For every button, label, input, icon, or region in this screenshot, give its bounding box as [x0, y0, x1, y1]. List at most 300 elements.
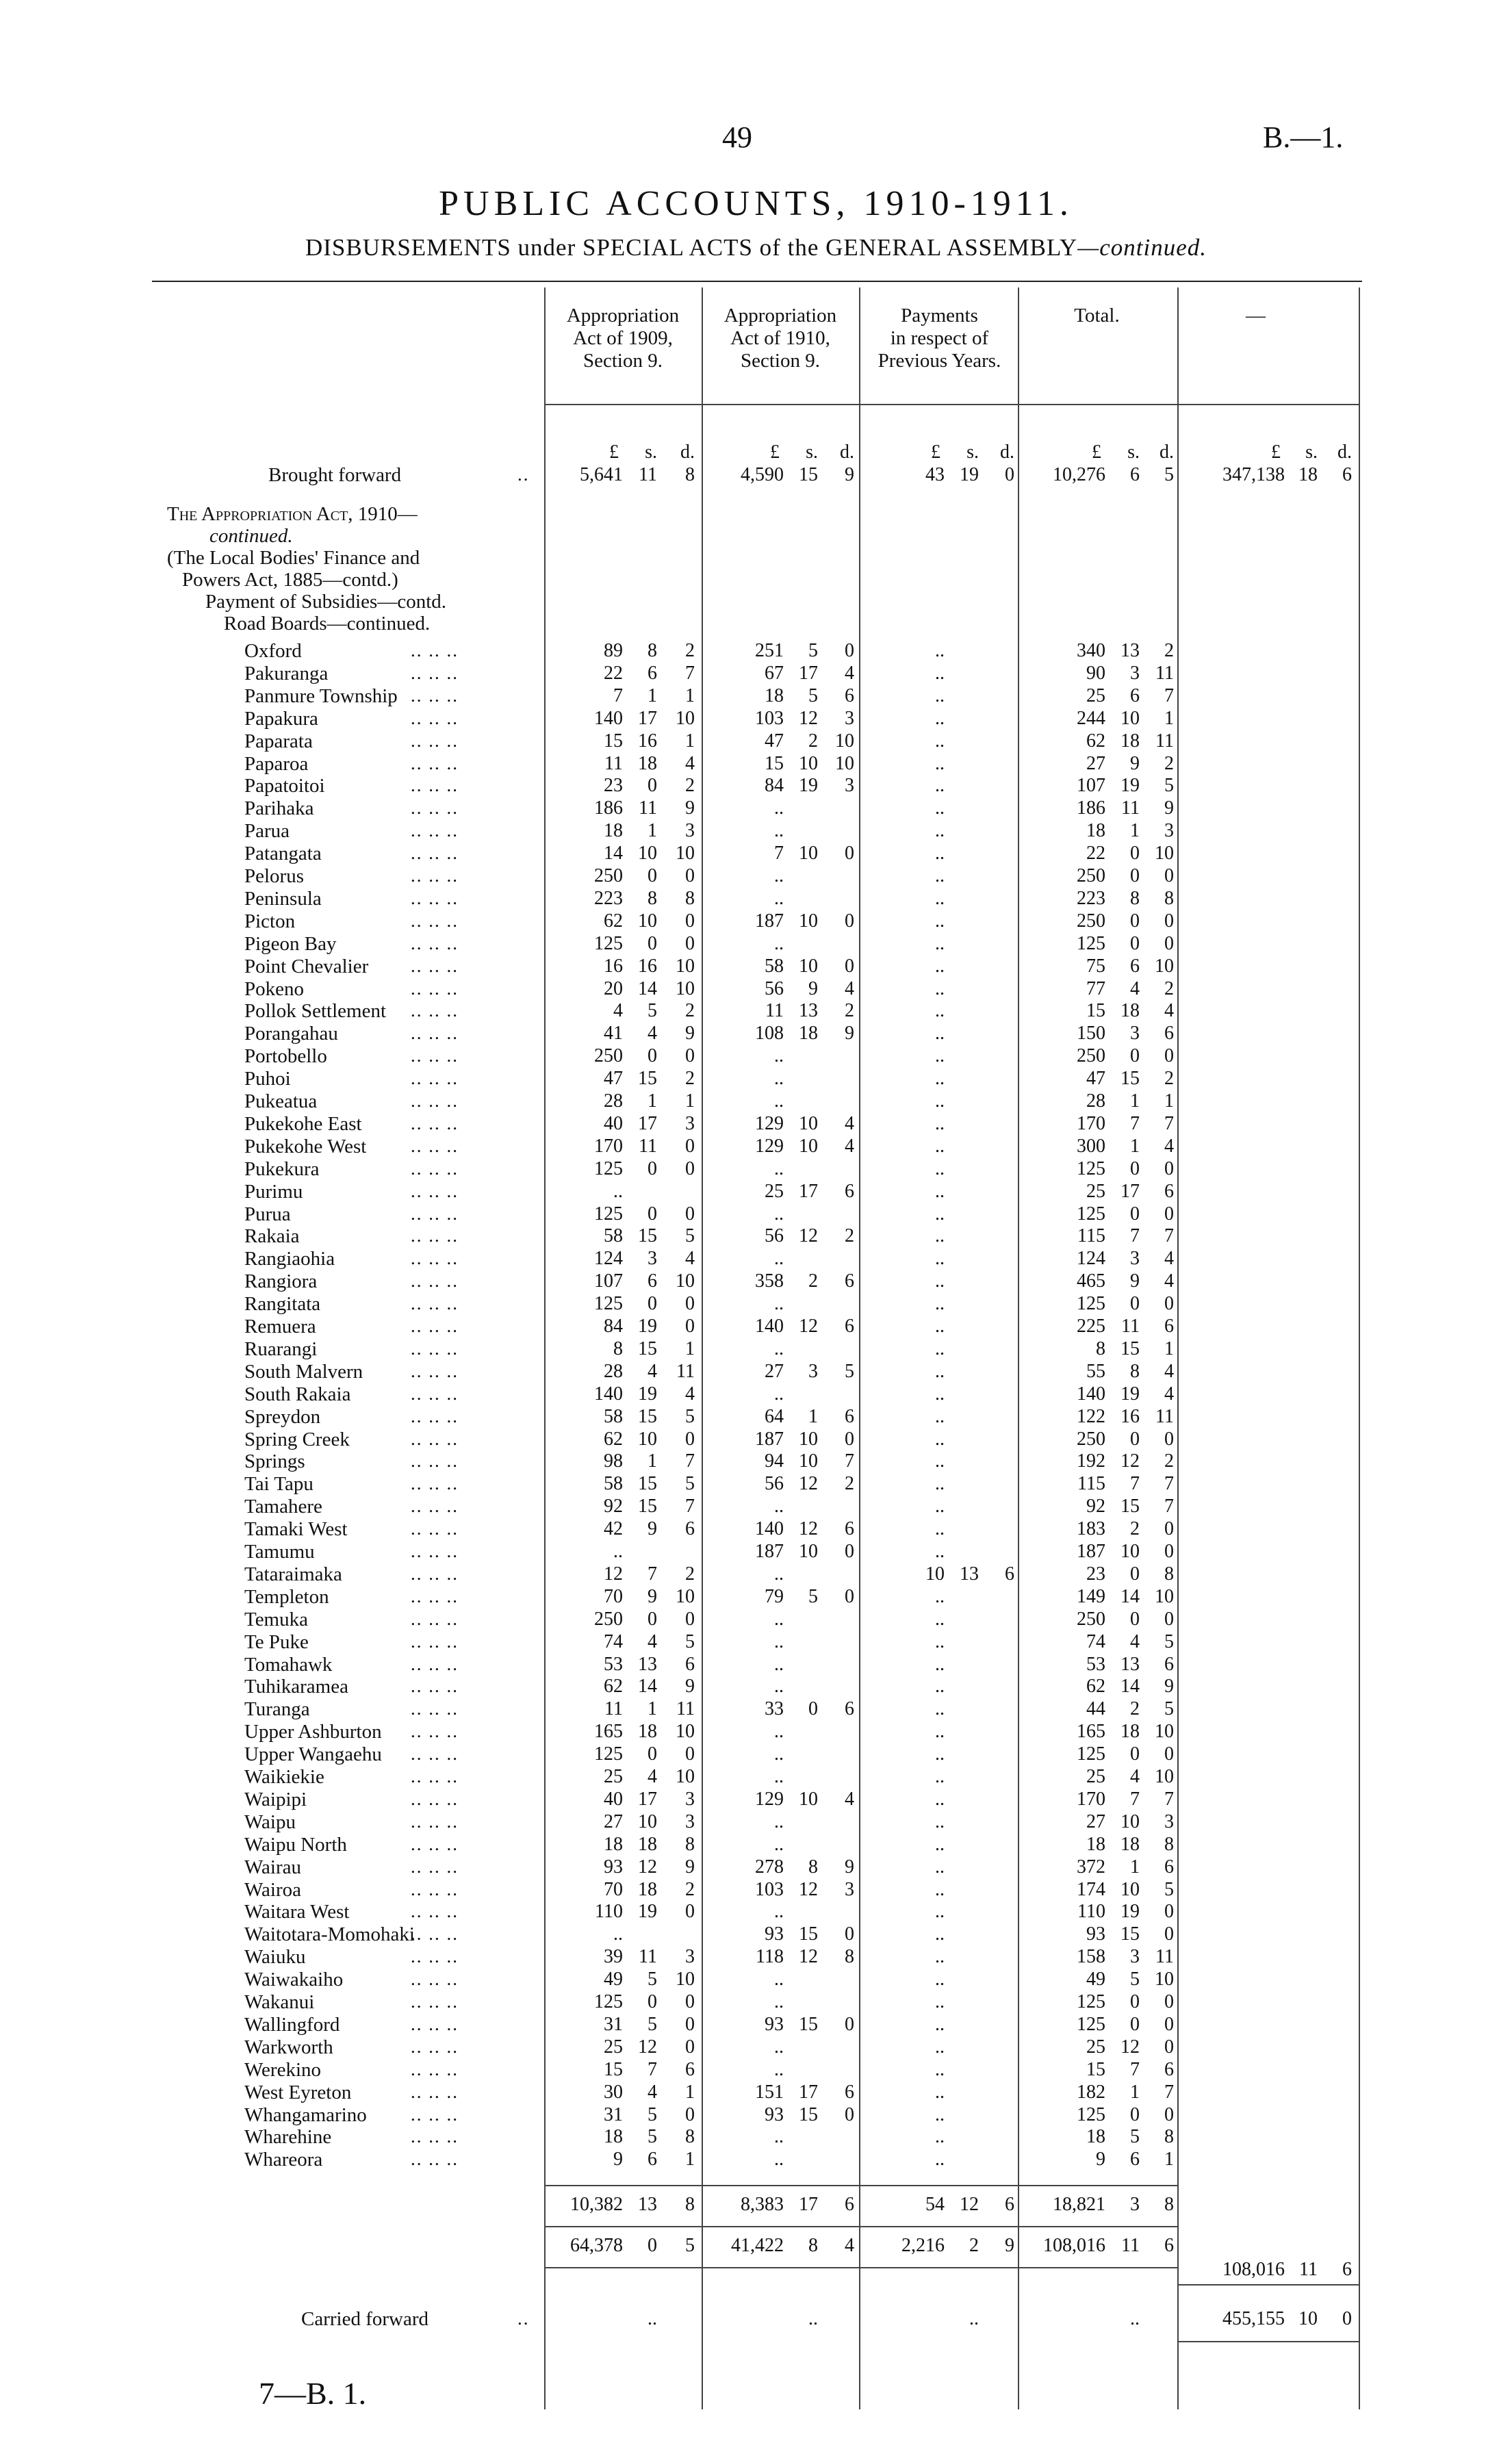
row-c1-shillings: 15 — [638, 1068, 657, 1089]
row-c1-pounds: 25 — [604, 2036, 623, 2058]
row-c4-shillings: 2 — [1130, 1518, 1140, 1539]
row-c1-pounds: 140 — [594, 708, 623, 729]
row-c4-pence: 7 — [1164, 1473, 1174, 1494]
row-c4-shillings: 0 — [1130, 843, 1140, 864]
row-c1-pounds: 4 — [613, 1000, 623, 1021]
row-c3-pounds: .. — [935, 1316, 945, 1337]
row-c2-pence: 4 — [845, 1136, 854, 1157]
road-board-name: Waikiekie — [244, 1766, 324, 1788]
row-c2-pounds: .. — [774, 1158, 784, 1179]
row-c2-pounds: 7 — [774, 843, 784, 864]
row-c1-shillings: 15 — [638, 1406, 657, 1427]
row-c2-pence: 2 — [845, 1473, 854, 1494]
row-c2-pounds: 79 — [765, 1586, 784, 1607]
road-board-name: Remuera — [244, 1316, 316, 1337]
row-c4-pence: 7 — [1164, 2082, 1174, 2103]
total-rule — [544, 2185, 1177, 2186]
row-c4-pounds: 25 — [1086, 685, 1105, 706]
row-c4-pounds: 47 — [1086, 1068, 1105, 1089]
column-head-line: Section 9. — [583, 350, 663, 372]
unit-pound: £ — [770, 441, 780, 463]
unit-shilling: s. — [1305, 441, 1318, 463]
section-heading: Powers Act, 1885—contd.) — [182, 569, 398, 591]
row-c4-shillings: 0 — [1130, 1045, 1140, 1066]
row-c3-pounds: .. — [935, 1991, 945, 2012]
row-c3-pence: 6 — [1005, 1563, 1014, 1585]
row-c2-pounds: 11 — [765, 1000, 784, 1021]
row-c4-pounds: 300 — [1077, 1136, 1105, 1157]
leader-dots: .. .. .. — [411, 1181, 459, 1201]
row-c1-pounds: 18 — [604, 2126, 623, 2147]
row-c4-pence: 7 — [1164, 1225, 1174, 1246]
row-c4-pence: 6 — [1164, 2059, 1174, 2080]
row-c4-pence: 10 — [1155, 1721, 1174, 1742]
row-c4-shillings: 0 — [1130, 910, 1140, 932]
row-c1-pounds: 11 — [604, 753, 623, 774]
carried-forward-c3: .. — [969, 2308, 979, 2329]
row-c2-pence: 10 — [835, 730, 854, 752]
row-c4-shillings: 10 — [1120, 1541, 1140, 1562]
leader-dots: .. — [517, 464, 530, 485]
row-c1-pounds: 39 — [604, 1946, 623, 1967]
leader-dots: .. .. .. — [411, 1789, 459, 1809]
leader-dots: .. .. .. — [411, 1946, 459, 1967]
row-c1-pence: 3 — [685, 1789, 695, 1810]
column-head-line: Appropriation — [723, 305, 837, 327]
row-c3-pounds: .. — [935, 2126, 945, 2147]
row-c4-pence: 10 — [1155, 956, 1174, 977]
row-c4-shillings: 0 — [1130, 1203, 1140, 1225]
row-c3-pounds: .. — [935, 1293, 945, 1314]
row-c4-shillings: 3 — [1130, 1946, 1140, 1967]
road-board-name: Whangamarino — [244, 2104, 367, 2126]
row-c4-pounds: 244 — [1077, 708, 1105, 729]
row-c4-shillings: 3 — [1130, 1023, 1140, 1044]
row-c1-pounds: 40 — [604, 1113, 623, 1134]
row-c1-shillings: 11 — [639, 1946, 657, 1967]
row-c1-pence: 9 — [685, 1023, 695, 1044]
row-c3-pounds: .. — [935, 1946, 945, 1967]
row-c1-pounds: 42 — [604, 1518, 623, 1539]
row-c4-pounds: 49 — [1086, 1969, 1105, 1990]
carried-forward-c2: .. — [808, 2308, 818, 2329]
row-c2-shillings: 8 — [808, 1856, 818, 1878]
leader-dots: .. .. .. — [411, 2126, 459, 2147]
road-board-name: Te Puke — [244, 1631, 309, 1653]
row-c1-shillings: 5 — [648, 1000, 657, 1021]
row-c2-pounds: 118 — [756, 1946, 784, 1967]
road-board-name: Pollok Settlement — [244, 1000, 387, 1022]
row-c1-shillings: 10 — [638, 843, 657, 864]
row-c1-pence: 0 — [685, 2036, 695, 2058]
row-c4-shillings: 15 — [1120, 1923, 1140, 1945]
row-c2-pence: 2 — [845, 1000, 854, 1021]
row-c3-pounds: .. — [935, 1158, 945, 1179]
row-c1-pounds: 140 — [594, 1383, 623, 1405]
subtotal-c4-pence: 8 — [1164, 2194, 1174, 2215]
page-title: PUBLIC ACCOUNTS, 1910-1911. — [439, 184, 1073, 223]
leader-dots: .. .. .. — [411, 1834, 459, 1854]
row-c2-pence: 0 — [845, 956, 854, 977]
row-c2-pounds: .. — [774, 888, 784, 909]
row-c2-pounds: .. — [774, 2036, 784, 2058]
row-c4-shillings: 15 — [1120, 1338, 1140, 1359]
unit-pence: d. — [1159, 441, 1174, 463]
row-c1-pence: 8 — [685, 1834, 695, 1855]
row-c1-pence: 0 — [685, 865, 695, 886]
row-c1-pounds: .. — [613, 1541, 623, 1562]
row-c1-shillings: 6 — [648, 663, 657, 684]
row-c2-shillings: 10 — [799, 956, 818, 977]
row-c4-shillings: 1 — [1130, 1090, 1140, 1112]
row-c1-pounds: 125 — [594, 1743, 623, 1765]
subtotal-c4-shillings: 3 — [1130, 2194, 1140, 2215]
row-c2-shillings: 10 — [799, 1136, 818, 1157]
row-c1-pounds: 49 — [604, 1969, 623, 1990]
subtotal-c1-shillings: 13 — [638, 2194, 657, 2215]
row-c1-pence: 11 — [676, 1361, 695, 1382]
road-board-name: Turanga — [244, 1698, 310, 1720]
leader-dots: .. — [517, 2308, 530, 2329]
row-c3-pounds: .. — [935, 775, 945, 796]
row-c1-pounds: 25 — [604, 1766, 623, 1787]
row-c1-pounds: 125 — [594, 1203, 623, 1225]
row-c4-pounds: 122 — [1077, 1406, 1105, 1427]
row-c4-shillings: 19 — [1120, 1383, 1140, 1405]
road-board-name: Oxford — [244, 640, 302, 662]
road-board-name: Pokeno — [244, 978, 304, 1000]
row-c1-shillings: 16 — [638, 730, 657, 752]
row-c2-shillings: 10 — [799, 1450, 818, 1472]
row-c1-pence: 3 — [685, 1946, 695, 1967]
row-c2-pounds: .. — [774, 1068, 784, 1089]
row-c3-pounds: .. — [935, 1090, 945, 1112]
row-c1-shillings: 15 — [638, 1338, 657, 1359]
row-c2-shillings: 15 — [799, 2014, 818, 2035]
column-head-line: Total. — [1074, 305, 1120, 327]
row-c3-pounds: .. — [935, 1248, 945, 1269]
row-c3-pounds: .. — [935, 843, 945, 864]
leader-dots: .. .. .. — [411, 820, 459, 841]
row-c2-pounds: .. — [774, 1834, 784, 1855]
row-c1-shillings: 12 — [638, 2036, 657, 2058]
row-c4-shillings: 6 — [1130, 956, 1140, 977]
row-c2-pounds: .. — [774, 2059, 784, 2080]
row-c2-pounds: 64 — [765, 1406, 784, 1427]
leader-dots: .. .. .. — [411, 1316, 459, 1336]
row-c4-shillings: 0 — [1130, 1563, 1140, 1585]
cumulative-c1-pence: 5 — [685, 2235, 695, 2256]
unit-pound: £ — [609, 441, 619, 463]
row-c4-pounds: 107 — [1077, 775, 1105, 796]
section-heading: (The Local Bodies' Finance and — [167, 547, 420, 569]
row-c2-pounds: 278 — [755, 1856, 784, 1878]
row-c4-pounds: 125 — [1077, 1743, 1105, 1765]
row-c3-pounds: .. — [935, 910, 945, 932]
row-c3-pounds: .. — [935, 1361, 945, 1382]
row-c1-pence: 1 — [685, 1338, 695, 1359]
row-c3-pounds: .. — [935, 1338, 945, 1359]
road-board-name: Warkworth — [244, 2036, 333, 2058]
row-c2-shillings: 10 — [799, 1429, 818, 1450]
row-c4-pence: 11 — [1155, 1406, 1174, 1427]
road-board-name: Spreydon — [244, 1406, 321, 1428]
row-c4-pounds: 223 — [1077, 888, 1105, 909]
leader-dots: .. .. .. — [411, 1609, 459, 1629]
row-c4-pounds: 62 — [1086, 730, 1105, 752]
row-c4-pounds: 25 — [1086, 1181, 1105, 1202]
row-c1-pounds: 15 — [604, 730, 623, 752]
row-c3-pounds: .. — [935, 1068, 945, 1089]
row-c2-pounds: 84 — [765, 775, 784, 796]
row-c1-shillings: 5 — [648, 2104, 657, 2125]
road-board-name: Tataraimaka — [244, 1563, 342, 1585]
row-c1-pounds: 47 — [604, 1068, 623, 1089]
row-c3-pounds: .. — [935, 1743, 945, 1765]
row-c4-shillings: 18 — [1120, 1000, 1140, 1021]
row-c4-pounds: 15 — [1086, 2059, 1105, 2080]
leader-dots: .. .. .. — [411, 910, 459, 931]
row-c4-shillings: 12 — [1120, 1450, 1140, 1472]
row-c4-pounds: 170 — [1077, 1113, 1105, 1134]
row-c1-pence: 0 — [685, 1158, 695, 1179]
row-c4-shillings: 10 — [1120, 1811, 1140, 1832]
row-c4-pounds: 74 — [1086, 1631, 1105, 1652]
row-c1-pence: 0 — [685, 933, 695, 954]
row-c1-pence: 2 — [685, 775, 695, 796]
brought-forward-c5-shillings: 18 — [1298, 464, 1318, 485]
row-c2-pence: 0 — [845, 910, 854, 932]
row-c3-pounds: .. — [935, 1518, 945, 1539]
row-c2-pounds: .. — [774, 1609, 784, 1630]
cumulative-c1-shillings: 0 — [648, 2235, 657, 2256]
row-c2-shillings: 5 — [808, 640, 818, 661]
subtotal-c2-pence: 6 — [845, 2194, 854, 2215]
row-c1-shillings: 12 — [638, 1856, 657, 1878]
cumulative-c4-pounds: 108,016 — [1043, 2235, 1105, 2256]
row-c1-pence: 1 — [685, 2149, 695, 2170]
row-c1-shillings: 18 — [638, 753, 657, 774]
carried-forward-c5-shillings: 10 — [1298, 2308, 1318, 2329]
row-c4-pounds: 75 — [1086, 956, 1105, 977]
row-c4-shillings: 3 — [1130, 663, 1140, 684]
road-board-name: Picton — [244, 910, 296, 932]
row-c1-pounds: 28 — [604, 1090, 623, 1112]
subtotal-c2-shillings: 17 — [799, 2194, 818, 2215]
road-board-name: Tuhikaramea — [244, 1676, 348, 1698]
leader-dots: .. .. .. — [411, 843, 459, 863]
row-c4-pence: 0 — [1164, 1293, 1174, 1314]
row-c2-shillings: 10 — [799, 1789, 818, 1810]
row-c4-shillings: 2 — [1130, 1698, 1140, 1719]
leader-dots: .. .. .. — [411, 1068, 459, 1088]
row-c4-pounds: 115 — [1077, 1473, 1105, 1494]
unit-shilling: s. — [645, 441, 657, 463]
row-c2-pence: 4 — [845, 1113, 854, 1134]
row-c1-pence: 4 — [685, 753, 695, 774]
row-c3-pounds: .. — [935, 1766, 945, 1787]
row-c3-pounds: .. — [935, 1676, 945, 1697]
row-c4-pence: 8 — [1164, 1834, 1174, 1855]
row-c4-pounds: 372 — [1077, 1856, 1105, 1878]
row-c2-shillings: 12 — [799, 708, 818, 729]
row-c2-shillings: 9 — [808, 978, 818, 999]
cumulative-c3-shillings: 2 — [969, 2235, 979, 2256]
road-board-name: Rangitata — [244, 1293, 321, 1315]
row-c2-pounds: .. — [774, 2126, 784, 2147]
row-c1-pounds: 70 — [604, 1879, 623, 1900]
row-c1-pence: 0 — [685, 1743, 695, 1765]
subtotal-c1-pounds: 10,382 — [570, 2194, 623, 2215]
row-c4-pence: 1 — [1164, 1338, 1174, 1359]
row-c1-shillings: 10 — [638, 910, 657, 932]
row-c1-pounds: 62 — [604, 1429, 623, 1450]
cumulative-c1-pounds: 64,378 — [570, 2235, 623, 2256]
row-c3-pounds: .. — [935, 1654, 945, 1675]
row-c4-pounds: 18 — [1086, 1834, 1105, 1855]
row-c4-pence: 2 — [1164, 1068, 1174, 1089]
row-c2-pounds: 187 — [755, 1541, 784, 1562]
row-c2-pence: 4 — [845, 663, 854, 684]
row-c4-pounds: 158 — [1077, 1946, 1105, 1967]
row-c2-pounds: 103 — [755, 1879, 784, 1900]
row-c2-pence: 9 — [845, 1023, 854, 1044]
row-c3-pounds: .. — [935, 1811, 945, 1832]
road-board-name: West Eyreton — [244, 2082, 352, 2103]
row-c1-pence: 0 — [685, 2104, 695, 2125]
row-c2-pence: 6 — [845, 685, 854, 706]
row-c4-pence: 2 — [1164, 753, 1174, 774]
row-c1-shillings: 19 — [638, 1901, 657, 1922]
row-c2-shillings: 1 — [808, 1406, 818, 1427]
row-c3-pounds: .. — [935, 1609, 945, 1630]
unit-shilling: s. — [806, 441, 818, 463]
row-c3-pounds: .. — [935, 1969, 945, 1990]
row-c4-pounds: 18 — [1086, 820, 1105, 841]
row-c4-pounds: 192 — [1077, 1450, 1105, 1472]
road-board-name: Waitotara-Momohaki — [244, 1923, 415, 1945]
row-c1-shillings: 0 — [648, 1609, 657, 1630]
row-c4-pounds: 149 — [1077, 1586, 1105, 1607]
row-c2-pounds: .. — [774, 865, 784, 886]
row-c4-pence: 6 — [1164, 1654, 1174, 1675]
row-c1-pence: 7 — [685, 1496, 695, 1517]
row-c1-shillings: 6 — [648, 2149, 657, 2170]
row-c2-shillings: 0 — [808, 1698, 818, 1719]
road-board-name: Papakura — [244, 708, 318, 730]
brought-forward-c1-shillings: 11 — [639, 464, 657, 485]
row-c1-pounds: 53 — [604, 1654, 623, 1675]
row-c1-pounds: 58 — [604, 1225, 623, 1246]
row-c4-shillings: 1 — [1130, 1136, 1140, 1157]
subtitle-main: DISBURSEMENTS under SPECIAL ACTS of the GENERAL ASSEMBLY — [305, 234, 1078, 261]
row-c1-shillings: 8 — [648, 888, 657, 909]
leader-dots: .. .. .. — [411, 1743, 459, 1764]
row-c1-pounds: 58 — [604, 1406, 623, 1427]
row-c1-shillings: 4 — [648, 1361, 657, 1382]
row-c2-pence: 0 — [845, 2014, 854, 2035]
road-board-name: Rangiaohia — [244, 1248, 335, 1270]
leader-dots: .. .. .. — [411, 1766, 459, 1787]
row-c3-pounds: .. — [935, 730, 945, 752]
row-c1-pounds: 223 — [594, 888, 623, 909]
row-c2-pence: 0 — [845, 1923, 854, 1945]
carried-forward-c1: .. — [648, 2308, 657, 2329]
row-c1-pence: 0 — [685, 1136, 695, 1157]
row-c3-pounds: .. — [935, 1856, 945, 1878]
road-board-name: Pukeatua — [244, 1090, 318, 1112]
row-c2-pounds: .. — [774, 1563, 784, 1585]
row-c2-pence: 6 — [845, 1181, 854, 1202]
row-c3-pounds: .. — [935, 1541, 945, 1562]
row-c1-shillings: 19 — [638, 1316, 657, 1337]
row-c1-pounds: 98 — [604, 1450, 623, 1472]
leader-dots: .. .. .. — [411, 978, 459, 999]
leader-dots: .. .. .. — [411, 1969, 459, 1989]
row-c2-shillings: 12 — [799, 1473, 818, 1494]
row-c4-shillings: 0 — [1130, 865, 1140, 886]
row-c4-shillings: 11 — [1121, 797, 1140, 819]
row-c1-shillings: 0 — [648, 1293, 657, 1314]
row-c2-pounds: .. — [774, 933, 784, 954]
row-c1-pence: 3 — [685, 1113, 695, 1134]
row-c2-pounds: .. — [774, 2149, 784, 2170]
row-c4-pounds: 465 — [1077, 1270, 1105, 1292]
row-c4-shillings: 3 — [1130, 1248, 1140, 1269]
row-c1-shillings: 4 — [648, 2082, 657, 2103]
row-c1-pence: 5 — [685, 1473, 695, 1494]
row-c3-pounds: .. — [935, 1429, 945, 1450]
row-c4-pounds: 125 — [1077, 2104, 1105, 2125]
row-c1-pounds: 12 — [604, 1563, 623, 1585]
row-c2-pounds: 27 — [765, 1361, 784, 1382]
carried-forward-c4: .. — [1130, 2308, 1140, 2329]
row-c1-pounds: 250 — [594, 1045, 623, 1066]
row-c3-pounds: 10 — [925, 1563, 945, 1585]
row-c4-pence: 8 — [1164, 2126, 1174, 2147]
row-c2-pounds: 151 — [755, 2082, 784, 2103]
leader-dots: .. .. .. — [411, 1361, 459, 1381]
row-c2-shillings: 12 — [799, 1316, 818, 1337]
subtotal-c2-pounds: 8,383 — [741, 2194, 784, 2215]
row-c4-pence: 8 — [1164, 1563, 1174, 1585]
row-c1-shillings: 7 — [648, 2059, 657, 2080]
row-c2-pounds: .. — [774, 1248, 784, 1269]
leader-dots: .. .. .. — [411, 1270, 459, 1291]
row-c4-pounds: 28 — [1086, 1090, 1105, 1112]
row-c2-pounds: 93 — [765, 1923, 784, 1945]
row-c2-pounds: 108 — [755, 1023, 784, 1044]
row-c4-shillings: 18 — [1120, 1834, 1140, 1855]
row-c1-shillings: 15 — [638, 1225, 657, 1246]
row-c4-shillings: 7 — [1130, 1789, 1140, 1810]
row-c1-pounds: 16 — [604, 956, 623, 977]
total-rule — [1179, 2284, 1359, 2286]
road-board-name: Werekino — [244, 2059, 322, 2081]
row-c2-pounds: 129 — [755, 1113, 784, 1134]
row-c4-pence: 2 — [1164, 1450, 1174, 1472]
row-c2-shillings: 10 — [799, 1113, 818, 1134]
row-c4-shillings: 7 — [1130, 1473, 1140, 1494]
leader-dots: .. .. .. — [411, 1045, 459, 1066]
row-c4-pence: 0 — [1164, 2036, 1174, 2058]
leader-dots: .. .. .. — [411, 888, 459, 908]
row-c3-pounds: .. — [935, 1045, 945, 1066]
row-c1-shillings: 15 — [638, 1473, 657, 1494]
row-c1-pounds: 14 — [604, 843, 623, 864]
row-c4-pounds: 27 — [1086, 753, 1105, 774]
row-c4-shillings: 0 — [1130, 1743, 1140, 1765]
